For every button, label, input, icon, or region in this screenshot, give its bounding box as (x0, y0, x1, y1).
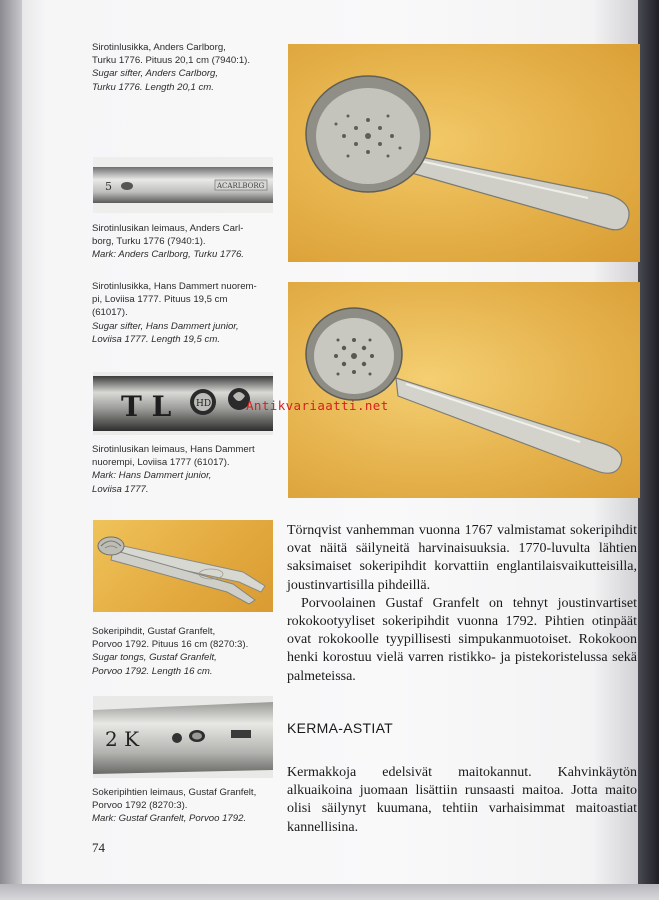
caption-line: (61017). (92, 307, 128, 319)
sugar-sifter-photo-dammert (288, 282, 640, 498)
page-right-edge (638, 0, 659, 900)
caption-line-english: Sugar sifter, Anders Carlborg, (92, 68, 219, 80)
caption-line-english: Mark: Gustaf Granfelt, Porvoo 1792. (92, 813, 247, 825)
caption-mark-granfelt (92, 786, 256, 826)
caption-sugar-sifter-dammert (92, 280, 257, 346)
caption-line-english: Loviisa 1777. Length 19,5 cm. (92, 333, 221, 345)
watermark: Antikvariaatti.net (246, 398, 389, 413)
caption-line: pi, Loviisa 1777. Pituus 19,5 cm (92, 294, 228, 306)
caption-line: Sokeripihdit, Gustaf Granfelt, (92, 626, 216, 637)
section-heading: KERMA-ASTIAT (287, 720, 394, 736)
caption-line-english: Porvoo 1792. Length 16 cm. (92, 665, 213, 677)
page-number: 74 (92, 840, 105, 855)
binding-shadow (0, 0, 22, 900)
caption-line: Porvoo 1792 (8270:3). (92, 800, 188, 812)
caption-line-english: Turku 1776. Length 20,1 cm. (92, 81, 214, 93)
mark-photo-granfelt (93, 696, 273, 778)
caption-line: Sokeripihtien leimaus, Gustaf Granfelt, (92, 787, 257, 798)
caption-line-english: Mark: Hans Dammert junior, (92, 470, 212, 482)
caption-mark-dammert (92, 443, 255, 496)
caption-line: Sirotinlusikan leimaus, Hans Dammert (92, 444, 255, 455)
sugar-sifter-image (288, 282, 640, 498)
caption-line: Sirotinlusikan leimaus, Anders Carl- (92, 223, 244, 234)
caption-line-english: Sugar sifter, Hans Dammert junior, (92, 320, 239, 332)
mark-maker-name: ACARLBORG (217, 182, 265, 190)
carlborg-mark-image (93, 157, 273, 213)
mark-oval (121, 182, 133, 190)
paragraph: Törnqvist vanhemman vuonna 1767 valmistamat sokeripihdit ovat näitä säilyneitä harvinaisuuksia. 1770-luvulta lähtien saksimaiset sokeripihdit korvattiin englantilaisvaikutteisilla, joustinvartisilla pihdeillä. (287, 523, 637, 593)
body-text-upper (287, 522, 637, 686)
page-bottom-edge (0, 884, 659, 900)
mark-letters: T L (121, 390, 172, 423)
caption-line-english: Sugar tongs, Gustaf Granfelt, (92, 652, 217, 664)
caption-line-english: Loviisa 1777. (92, 483, 149, 495)
body-text-lower (287, 764, 637, 837)
caption-line: Turku 1776. Pituus 20,1 cm (7940:1). (92, 55, 251, 67)
granfelt-mark-image (93, 696, 273, 778)
mark-letters: 2 K (105, 727, 140, 751)
mark-maker-initials: HD (196, 399, 212, 409)
mark-number: 5 (105, 180, 112, 193)
paragraph: Porvoolainen Gustaf Granfelt on tehnyt joustinvartiset rokokootyyliset sokeripihdit vuonna 1792. Pihtien otinpäät ovat rokokoolle tyypillisesti simpukanmuotoiset. Rokokoon henki korostuu vielä varren ristikko- ja pistekoristelussa sekä palmeteissa. (287, 595, 637, 684)
sugar-tongs-image (93, 520, 273, 612)
caption-line: Sirotinlusikka, Hans Dammert nuorem- (92, 281, 257, 292)
caption-line: Sirotinlusikka, Anders Carlborg, (92, 42, 226, 53)
caption-line: Porvoo 1792. Pituus 16 cm (8270:3). (92, 639, 249, 651)
caption-line-english: Mark: Anders Carlborg, Turku 1776. (92, 249, 244, 261)
caption-mark-carlborg (92, 222, 244, 262)
paragraph: Kermakkoja edelsivät maitokannut. Kahvinkäytön alkuaikoina juomaan lisättiin runsaasti maitoa. Jotta maito olisi säilynyt kuumana, tehtiin varhaisimmat maitoastiat kannellisina. (287, 765, 637, 835)
mark-photo-carlborg (93, 157, 273, 213)
caption-line: borg, Turku 1776 (7940:1). (92, 236, 206, 248)
sugar-sifter-image (288, 44, 640, 262)
caption-sugar-tongs (92, 625, 248, 678)
sugar-tongs-photo (93, 520, 273, 612)
caption-sugar-sifter-carlborg (92, 41, 250, 94)
sugar-sifter-photo-carlborg (288, 44, 640, 262)
caption-line: nuorempi, Loviisa 1777 (61017). (92, 457, 230, 469)
